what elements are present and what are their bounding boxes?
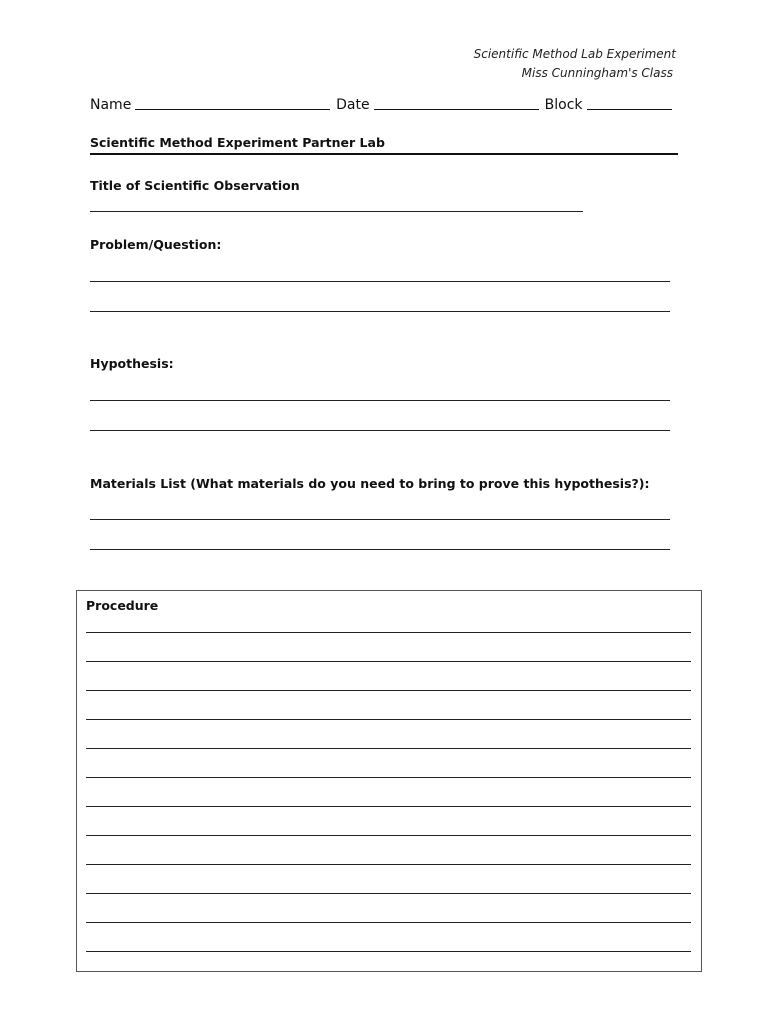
problem-question-label: Problem/Question: [90, 237, 222, 252]
observation-title-field[interactable] [90, 211, 583, 212]
materials-list-label: Materials List (What materials do you need to bring to prove this hypothesis?): [90, 476, 650, 491]
procedure-line[interactable] [86, 632, 691, 633]
date-label: Date [336, 97, 370, 113]
materials-answer-line[interactable] [90, 519, 670, 520]
observation-title-label: Title of Scientific Observation [90, 178, 300, 193]
hypothesis-label: Hypothesis: [90, 356, 174, 371]
block-label: Block [544, 97, 583, 113]
name-field[interactable] [135, 108, 330, 110]
procedure-line[interactable] [86, 748, 691, 749]
problem-answer-line[interactable] [90, 281, 670, 282]
procedure-line[interactable] [86, 661, 691, 662]
student-info-row [90, 93, 672, 113]
name-label: Name [90, 97, 132, 113]
header-course-title: Scientific Method Lab Experiment [473, 47, 676, 61]
procedure-line[interactable] [86, 893, 691, 894]
hypothesis-answer-line[interactable] [90, 400, 670, 401]
problem-answer-line[interactable] [90, 311, 670, 312]
procedure-line[interactable] [86, 777, 691, 778]
date-field[interactable] [374, 108, 539, 110]
title-divider [90, 153, 678, 155]
procedure-line[interactable] [86, 864, 691, 865]
procedure-line[interactable] [86, 806, 691, 807]
procedure-line[interactable] [86, 835, 691, 836]
procedure-box [76, 590, 702, 972]
procedure-line[interactable] [86, 690, 691, 691]
procedure-line[interactable] [86, 922, 691, 923]
procedure-line[interactable] [86, 719, 691, 720]
materials-answer-line[interactable] [90, 549, 670, 550]
procedure-line[interactable] [86, 951, 691, 952]
lab-title: Scientific Method Experiment Partner Lab [90, 135, 385, 150]
header-class-name: Miss Cunningham's Class [521, 66, 673, 80]
hypothesis-answer-line[interactable] [90, 430, 670, 431]
procedure-label: Procedure [86, 598, 159, 613]
block-field[interactable] [587, 108, 672, 110]
